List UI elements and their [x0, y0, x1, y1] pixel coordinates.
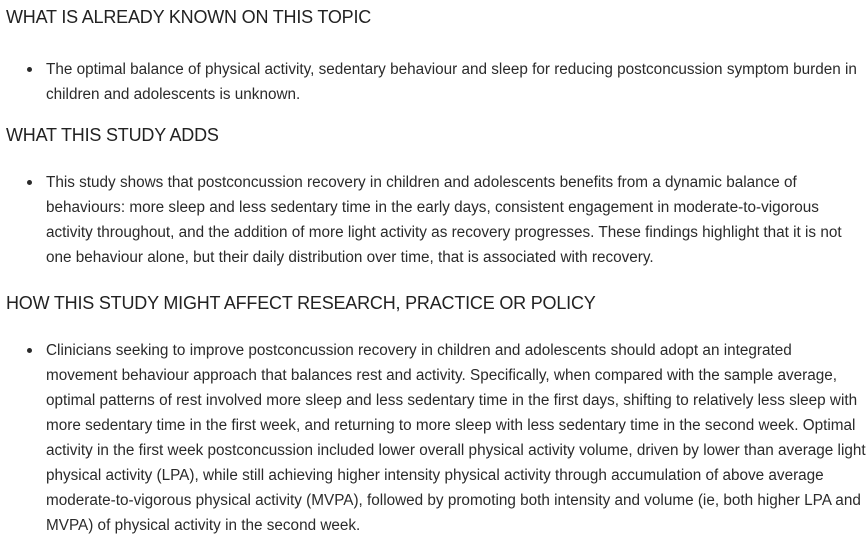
bullet-item: [0, 57, 868, 107]
bullet-text: Clinicians seeking to improve postconcussion recovery in children and adolescents should adopt an integrated movement behaviour approach that balances rest and activity. Specifically, when compared with the sample average, optimal patterns of rest involved more sleep and less sedentary time in the first days, shifting to relatively less sleep with more sedentary time in the first week, and returning to more sleep with less sedentary time in the second week. Optimal activity in the first week postconcussion included lower overall physical activity volume, driven by lower than average light physical activity (LPA), while still achieving higher intensity physical activity through accumulation of above average moderate-to-vigorous physical activity (MVPA), followed by promoting both intensity and volume (ie, both higher LPA and MVPA) of physical activity in the second week.: [46, 342, 866, 534]
bullet-item: [0, 170, 868, 270]
bullet-dot-icon: [27, 348, 32, 353]
bullet-text: This study shows that postconcussion recovery in children and adolescents benefits from a dynamic balance of behaviours: more sleep and less sedentary time in the early days, consistent engagement in moderate-to-vigorous activity throughout, and the addition of more light activity as recovery progresses. These findings highlight that it is not one behaviour alone, but their daily distribution over time, that is associated with recovery.: [46, 174, 842, 266]
section-known: [0, 5, 868, 107]
bullet-text: The optimal balance of physical activity, sedentary behaviour and sleep for reducing postconcussion symptom burden in children and adolescents is unknown.: [46, 61, 857, 103]
bullet-item: [0, 338, 868, 538]
bullet-list: [0, 338, 868, 538]
section-heading: WHAT THIS STUDY ADDS: [6, 125, 219, 145]
bullet-dot-icon: [27, 180, 32, 185]
section-heading: WHAT IS ALREADY KNOWN ON THIS TOPIC: [6, 7, 372, 27]
section-heading: HOW THIS STUDY MIGHT AFFECT RESEARCH, PRACTICE OR POLICY: [6, 293, 596, 313]
section-impact: [0, 291, 868, 538]
bullet-list: [0, 170, 868, 270]
bullet-dot-icon: [27, 67, 32, 72]
bullet-list: [0, 57, 868, 107]
section-adds: [0, 123, 868, 270]
